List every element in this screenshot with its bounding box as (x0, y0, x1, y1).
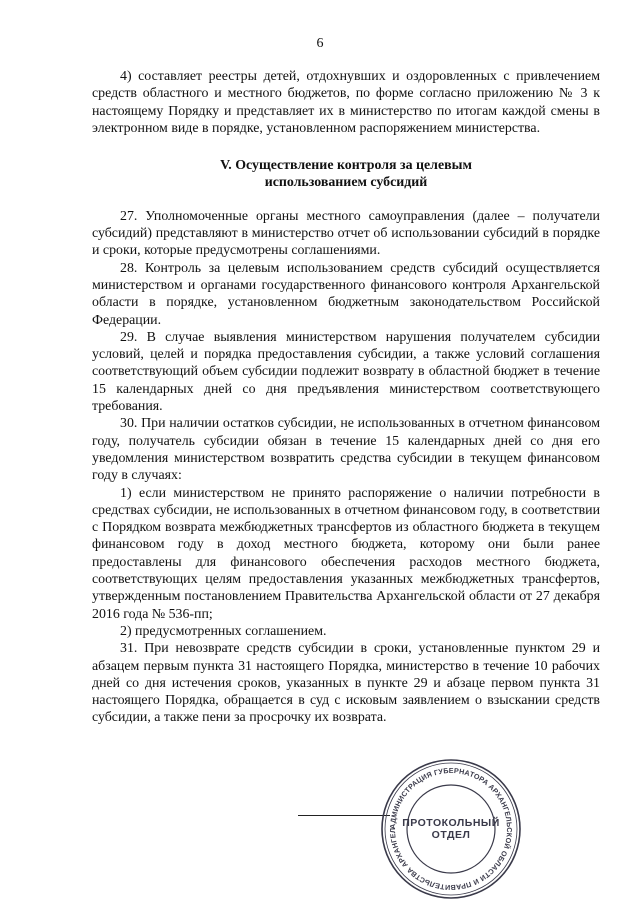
paragraph-31: 31. При невозврате средств субсидии в сроки, установленные пунктом 29 и абзацем первым пункта 31 настоящего Порядка, министерство в течение 10 рабочих дней со дня истечения сроков, указанных в пункте 29 и абзаце первом пункта 31 настоящего Порядка, обращается в суд с исковым заявлением о взыскании средств субсидии, а также пени за просрочку их возврата. (92, 641, 600, 726)
paragraph-4: 4) составляет реестры детей, отдохнувших и оздоровленных с привлечением средств областного и местного бюджетов, по форме согласно приложению № 3 к настоящему Порядку и представляет их в министерство по итогам каждой смены в электронном виде в порядке, установленном распоряжением министерства. (92, 69, 600, 136)
section-heading-line-2: использованием субсидий (264, 175, 428, 191)
paragraph-30: 30. При наличии остатков субсидии, не использованных в отчетном финансовом году, получатель субсидии обязан в течение 15 календарных дней со дня его уведомления министерством возвратить средства субсидии в текущем финансовом году в случаях: (92, 416, 600, 484)
stamp-inner-text (380, 758, 522, 900)
stamp-inner-line-2: ОТДЕЛ (431, 829, 471, 841)
paragraph-30-item-1: 1) если министерством не принято распоряжение о наличии потребности в средствах субсидии, не использованных в отчетном финансовом году, в соответствии с Порядком возврата межбюджетных трансфертов из областного бюджета в текущем финансовом году в доход местного бюджета, которому они были ранее предоставлены для финансового обеспечения расходов местного бюджета, соответствующих целям предоставления указанных межбюджетных трансфертов, утвержденным постановлением Правительства Архангельской области от 27 декабря 2016 года № 536-пп; (92, 485, 600, 622)
signature-line (298, 815, 390, 816)
official-stamp (380, 758, 522, 900)
paragraph-29: 29. В случае выявления министерством нарушения получателем субсидии условий, целей и порядка предоставления субсидии, а также условий соглашения соответствующий объем субсидии подлежит возврату в областной бюджет в течение 15 календарных дней со дня предъявления министерством соответствующего требования. (92, 329, 600, 415)
paragraph-27: 27. Уполномоченные органы местного самоуправления (далее – получатели субсидий) представляют в министерство отчет об использовании субсидий в порядке и сроки, которые предусмотрены соглашениями. (92, 208, 600, 259)
paragraph-28: 28. Контроль за целевым использованием средств субсидий осуществляется министерством и органами государственного финансового контроля Архангельской области в порядке, установленном бюджетным законодательством Российской Федерации. (92, 260, 600, 328)
section-heading (92, 157, 600, 192)
section-heading-line-1: V. Осуществление контроля за целевым (220, 158, 472, 174)
document-body (92, 68, 600, 727)
page-number: 6 (316, 36, 324, 51)
stamp-inner-line-1: ПРОТОКОЛЬНЫЙ (402, 817, 500, 829)
paragraph-30-item-2: 2) предусмотренных соглашением. (120, 623, 327, 639)
stamp-ring-text: АДМИНИСТРАЦИЯ ГУБЕРНАТОРА АРХАНГЕЛЬСКОЙ ОБЛАСТИ И ПРАВИТЕЛЬСТВА АРХАНГЕЛ (387, 765, 515, 893)
